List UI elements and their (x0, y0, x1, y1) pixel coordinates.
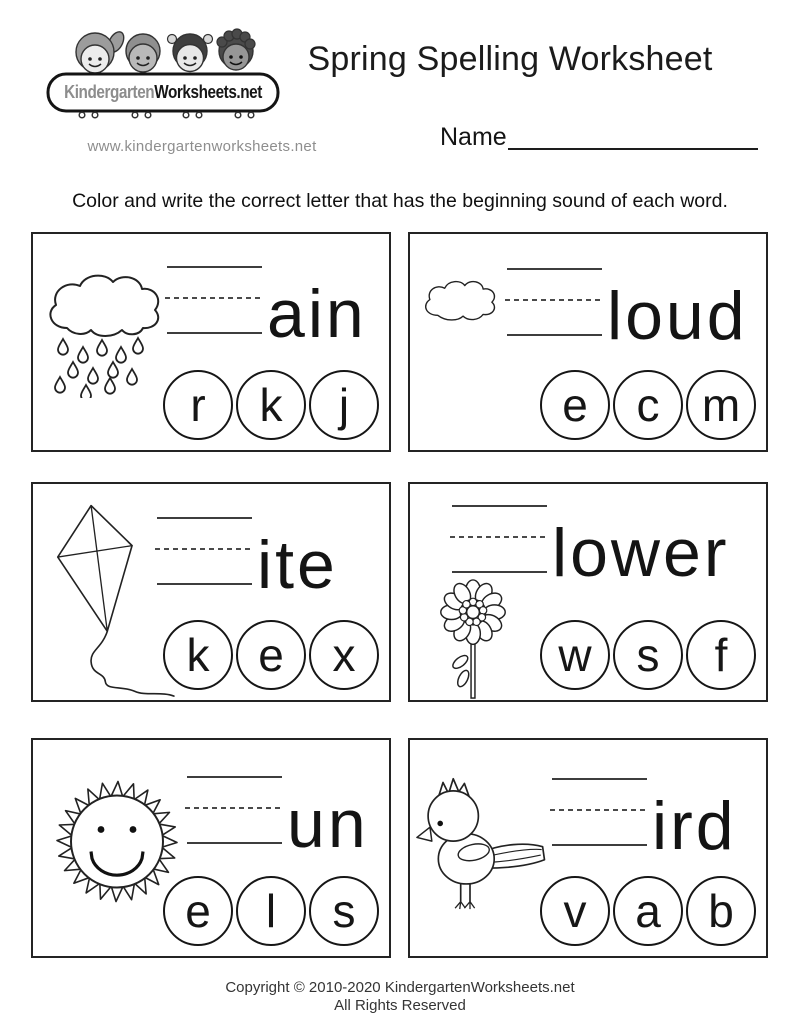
choice-letter[interactable]: r (163, 370, 233, 440)
copyright-text: Copyright © 2010-2020 KindergartenWorksheets.net (225, 979, 575, 996)
instruction-text: Color and write the correct letter that has the beginning sound of each word. (72, 190, 728, 212)
name-row (440, 122, 758, 150)
rain-cloud-icon (39, 268, 169, 398)
letter-write-area[interactable] (507, 268, 602, 336)
choice-letter[interactable]: e (540, 370, 610, 440)
choice-letter[interactable]: e (163, 876, 233, 946)
word-fragment: lower (552, 515, 730, 591)
write-row (452, 505, 730, 591)
letter-choices (163, 370, 379, 440)
choice-letter[interactable]: b (686, 876, 756, 946)
card-bird (408, 738, 768, 958)
rights-text: All Rights Reserved (334, 997, 466, 1014)
choice-letter[interactable]: v (540, 876, 610, 946)
word-fragment: ite (257, 527, 338, 603)
choice-letter[interactable]: k (236, 370, 306, 440)
letter-choices (163, 876, 379, 946)
page-title: Spring Spelling Worksheet (307, 40, 713, 78)
choice-letter[interactable]: e (236, 620, 306, 690)
site-logo (38, 12, 317, 155)
logo-brand-gray: Kindergarten (64, 82, 155, 102)
choice-letter[interactable]: k (163, 620, 233, 690)
write-row (187, 776, 369, 862)
choice-letter[interactable]: a (613, 876, 683, 946)
letter-write-area[interactable] (452, 505, 547, 573)
card-kite (31, 482, 391, 702)
name-input-line[interactable] (508, 120, 758, 150)
letter-choices (540, 370, 756, 440)
write-row (507, 268, 748, 354)
card-sun (31, 738, 391, 958)
write-row (167, 266, 367, 352)
logo-brand-black: Worksheets.net (154, 82, 262, 102)
card-rain (31, 232, 391, 452)
choice-letter[interactable]: j (309, 370, 379, 440)
write-row (157, 517, 338, 603)
name-label: Name (440, 123, 507, 151)
choice-letter[interactable]: s (309, 876, 379, 946)
choice-letter[interactable]: c (613, 370, 683, 440)
choice-letter[interactable]: s (613, 620, 683, 690)
logo-url: www.kindergartenworksheets.net (87, 138, 317, 155)
footer (0, 979, 800, 1015)
choice-letter[interactable]: f (686, 620, 756, 690)
letter-choices (540, 620, 756, 690)
word-fragment: un (287, 786, 369, 862)
cloud-icon (414, 276, 506, 324)
flower-icon (438, 578, 508, 700)
card-cloud (408, 232, 768, 452)
logo-banner (65, 74, 261, 111)
word-fragment: loud (607, 278, 748, 354)
letter-write-area[interactable] (167, 266, 262, 334)
letter-write-area[interactable] (187, 776, 282, 844)
choice-letter[interactable]: x (309, 620, 379, 690)
letter-write-area[interactable] (157, 517, 252, 585)
letter-choices (163, 620, 379, 690)
choice-letter[interactable]: m (686, 370, 756, 440)
letter-write-area[interactable] (552, 778, 647, 846)
write-row (552, 778, 737, 864)
card-flower (408, 482, 768, 702)
word-fragment: ird (652, 788, 737, 864)
letter-choices (540, 876, 756, 946)
choice-letter[interactable]: l (236, 876, 306, 946)
word-fragment: ain (267, 276, 367, 352)
bird-icon (416, 768, 551, 918)
choice-letter[interactable]: w (540, 620, 610, 690)
